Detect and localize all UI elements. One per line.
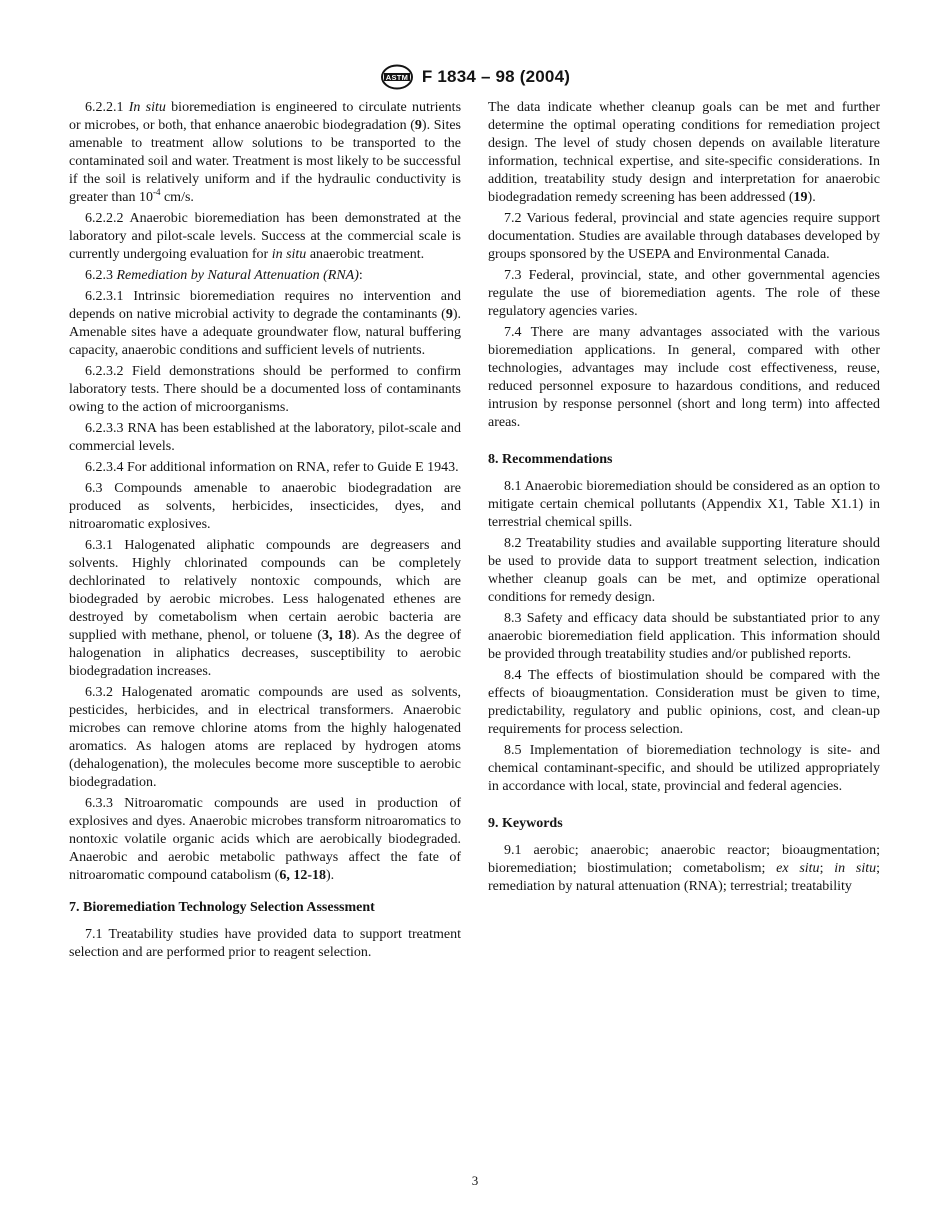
paragraph-6-3: 6.3 Compounds amenable to anaerobic biodegradation are produced as solvents, herbicides, insecticides, dyes, and nitroaromatic explosives. <box>69 481 461 532</box>
paragraph-8-4: 8.4 The effects of biostimulation should be compared with the effects of bioaugmentation. Consideration must be given to time, predictability, regulatory and public opinions, cost, and clean-up requirements for process selection. <box>488 668 880 737</box>
paragraph-6-3-2: 6.3.2 Halogenated aromatic compounds are used as solvents, pesticides, herbicides, and in electrical transformers. Anaerobic microbes can remove chlorine atoms from the highly halogenated aromatics. As halogen atoms are replaced by hydrogen atoms (dehalogenation), the molecules become more susceptible to aerobic biodegradation. <box>69 685 461 790</box>
paragraph-7-1: 7.1 Treatability studies have provided data to support treatment selection and are performed prior to reagent selection. <box>69 927 461 960</box>
page-number: 3 <box>471 1173 479 1188</box>
paragraph-8-2: 8.2 Treatability studies and available supporting literature should be used to provide data to support treatment selection, indication whether cleanup goals can be met, and optimize operational conditions for remedy design. <box>488 536 880 605</box>
document-designation: F 1834 – 98 (2004) <box>421 67 571 86</box>
astm-logo-icon <box>380 64 414 90</box>
paragraph-8-3: 8.3 Safety and efficacy data should be substantiated prior to any anaerobic bioremediation field application. This information should be provided through treatability studies and/or published reports. <box>488 611 880 662</box>
paragraph-6-2-2-1: 6.2.2.1 In situ bioremediation is engineered to circulate nutrients or microbes, or both, that enhance anaerobic biodegradation (9). Sites amenable to treatment allow solutions to be transported to the contaminated soil and water. Treatment is most likely to be successful if the soil is relatively uniform and if the hydraulic conductivity is greater than $10^{-4}$ cm/s. <box>69 100 462 205</box>
svg-text:ASTM: ASTM <box>385 72 409 82</box>
section-7-heading: 7. Bioremediation Technology Selection Assessment <box>69 900 375 915</box>
paragraph-6-2-3-4: 6.2.3.4 For additional information on RNA, refer to Guide E 1943. <box>85 460 459 475</box>
paragraph-8-5: 8.5 Implementation of bioremediation technology is site- and chemical contaminant-specific, and should be utilized appropriately in accordance with local, state, provincial and federal agencies. <box>488 743 880 794</box>
paragraph-7-1-continued: The data indicate whether cleanup goals can be met and further determine the optimal operating conditions for remediation project design. The level of study chosen depends on available literature information, technical expertise, and site-specific considerations. In addition, treatability study design and interpretation for anaerobic biodegradation remedy screening has been addressed (19). <box>488 100 880 205</box>
paragraph-6-2-2-2: 6.2.2.2 Anaerobic bioremediation has been demonstrated at the laboratory and pilot-scale levels. Success at the commercial scale is currently undergoing evaluation for in situ anaerobic treatment. <box>69 211 461 262</box>
paragraph-7-2: 7.2 Various federal, provincial and state agencies require support documentation. Studies are available through databases developed by groups sponsored by the USEPA and Environmental Canada. <box>488 211 880 262</box>
left-column <box>69 99 461 965</box>
paragraph-6-2-3-1: 6.2.3.1 Intrinsic bioremediation requires no intervention and depends on native microbial activity to degrade the contaminants (9). Amenable sites have a adequate groundwater flow, natural buffering capacity, anaerobic conditions and sufficient levels of nutrients. <box>69 289 461 358</box>
paragraph-7-4: 7.4 There are many advantages associated with the various bioremediation applications. In general, compared with other technologies, advantages may include cost effectiveness, reuse, reduced personnel exposure to hazardous conditions, and reduced intrusion by response personnel (short and long term) into affected areas. <box>488 325 880 430</box>
section-9-heading: 9. Keywords <box>488 816 563 831</box>
paragraph-6-3-1: 6.3.1 Halogenated aliphatic compounds are degreasers and solvents. Highly chlorinated compounds can be completely dechlorinated to relatively nontoxic compounds, which are biodegraded by aerobic microbes. Less halogenated ethenes are destroyed by cometabolism when certain aerobic bacteria are supplied with methane, phenol, or toluene (3, 18). As the degree of halogenation in aliphatics decreases, susceptibility to aerobic biodegradation increases. <box>69 538 462 679</box>
paragraph-6-2-3-3: 6.2.3.3 RNA has been established at the laboratory, pilot-scale and commercial levels. <box>69 421 461 454</box>
page-header <box>0 64 950 90</box>
right-column <box>488 99 880 899</box>
section-8-heading: 8. Recommendations <box>488 452 613 467</box>
paragraph-6-2-3: 6.2.3 Remediation by Natural Attenuation (RNA): <box>85 268 363 283</box>
paragraph-6-3-3: 6.3.3 Nitroaromatic compounds are used in production of explosives and dyes. Anaerobic microbes transform nitroaromatics to nontoxic volatile organic acids which are aerobically biodegraded. Anaerobic and aerobic metabolic pathways affect the fate of nitroaromatic compound catabolism (6, 12-18). <box>69 796 461 883</box>
paragraph-8-1: 8.1 Anaerobic bioremediation should be considered as an option to mitigate certain chemical pollutants (Appendix X1, Table X1.1) in terrestrial chemical spills. <box>488 479 880 530</box>
paragraph-6-2-3-2: 6.2.3.2 Field demonstrations should be performed to confirm laboratory tests. There should be a documented loss of contaminants owing to the action of microorganisms. <box>69 364 461 415</box>
paragraph-9-1: 9.1 aerobic; anaerobic; anaerobic reactor; bioaugmentation; bioremediation; biostimulation; cometabolism; ex situ; in situ; remediation by natural attenuation (RNA); terrestrial; treatability <box>488 843 880 894</box>
paragraph-7-3: 7.3 Federal, provincial, state, and other governmental agencies regulate the use of bioremediation agents. The role of these regulatory agencies varies. <box>488 268 880 319</box>
